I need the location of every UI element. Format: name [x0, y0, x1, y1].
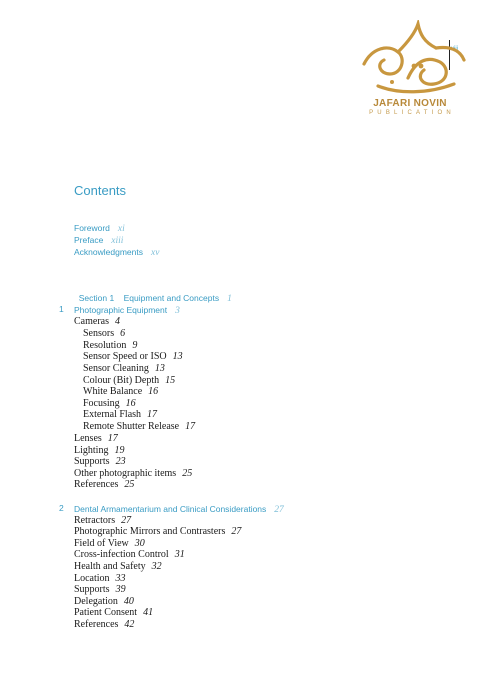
- chapter-number: 1: [59, 304, 64, 314]
- toc-entry[interactable]: [74, 456, 126, 468]
- toc-label: Photographic Equipment: [74, 305, 168, 315]
- toc-page: 4: [115, 316, 120, 327]
- toc-page: 9: [132, 340, 138, 351]
- toc-label: Lighting: [74, 445, 109, 456]
- toc-label: Section 1 Equipment and Concepts: [78, 293, 220, 303]
- toc-page: 17: [107, 433, 118, 444]
- toc-entry[interactable]: [74, 561, 162, 573]
- toc-page: 31: [174, 549, 185, 560]
- toc-page: 25: [124, 479, 135, 490]
- toc-label: Colour (Bit) Depth: [83, 375, 160, 386]
- contents-title: Contents: [74, 183, 127, 198]
- toc-page: 25: [182, 468, 193, 479]
- toc-label: Dental Armamentarium and Clinical Considerations: [74, 504, 267, 514]
- toc-entry[interactable]: [74, 549, 185, 561]
- toc-page: 17: [147, 409, 158, 420]
- toc-entry[interactable]: [74, 433, 118, 445]
- toc-label: Sensor Cleaning: [83, 363, 149, 374]
- toc-entry-acknowledgments[interactable]: [74, 246, 159, 259]
- toc-page: 1: [227, 294, 232, 304]
- toc-page: 33: [115, 573, 126, 584]
- toc-label: Foreword: [74, 223, 110, 233]
- toc-page: 40: [123, 596, 134, 607]
- toc-page: 16: [125, 398, 136, 409]
- toc-page: 19: [114, 445, 125, 456]
- toc-label: Cross-infection Control: [74, 549, 169, 560]
- toc-entry[interactable]: [74, 479, 134, 491]
- toc-page: 13: [172, 351, 183, 362]
- toc-entry[interactable]: [74, 607, 153, 619]
- toc-page: 17: [185, 421, 196, 432]
- toc-label: Acknowledgments: [74, 247, 143, 257]
- toc-label: Other photographic items: [74, 468, 177, 479]
- toc-page: 27: [121, 515, 132, 526]
- toc-label: External Flash: [83, 409, 142, 420]
- toc-page: xi: [117, 224, 125, 234]
- toc-label: Supports: [74, 456, 110, 467]
- logo-name: JAFARI NOVIN: [373, 98, 447, 109]
- calligraphy-logo-icon: [358, 20, 468, 98]
- toc-page: 16: [148, 386, 159, 397]
- toc-page: 30: [134, 538, 145, 549]
- toc-entry[interactable]: [83, 351, 183, 363]
- toc-page: 23: [115, 456, 126, 467]
- toc-entry[interactable]: [83, 386, 158, 398]
- toc-label: Preface: [74, 235, 104, 245]
- toc-page: 32: [151, 561, 162, 572]
- toc-label: Health and Safety: [74, 561, 146, 572]
- toc-label: References: [74, 619, 119, 630]
- chapter-number: 2: [59, 503, 64, 513]
- toc-page: 42: [124, 619, 135, 630]
- toc-label: Patient Consent: [74, 607, 138, 618]
- toc-page: 27: [231, 526, 242, 537]
- toc-entry[interactable]: [83, 421, 195, 433]
- toc-entry[interactable]: [74, 316, 120, 328]
- toc-label: Sensor Speed or ISO: [83, 351, 167, 362]
- toc-label: Lenses: [74, 433, 102, 444]
- toc-page: 27: [274, 505, 284, 515]
- toc-entry[interactable]: [83, 363, 165, 375]
- toc-label: Location: [74, 573, 110, 584]
- page-number: viii: [451, 46, 458, 52]
- toc-entry[interactable]: [74, 619, 134, 631]
- toc-page: 13: [154, 363, 165, 374]
- logo-subtitle: PUBLICATION: [369, 110, 455, 116]
- toc-page: 3: [175, 306, 180, 316]
- toc-label: Remote Shutter Release: [83, 421, 180, 432]
- toc-label: White Balance: [83, 386, 143, 397]
- toc-label: Field of View: [74, 538, 129, 549]
- toc-label: Retractors: [74, 515, 116, 526]
- toc-entry[interactable]: [83, 328, 125, 340]
- toc-label: Cameras: [74, 316, 109, 327]
- toc-entry[interactable]: [83, 409, 157, 421]
- toc-label: Delegation: [74, 596, 118, 607]
- toc-page: 41: [143, 607, 154, 618]
- toc-label: Focusing: [83, 398, 120, 409]
- toc-label: Resolution: [83, 340, 127, 351]
- publisher-logo: [352, 20, 472, 120]
- toc-page: 15: [165, 375, 176, 386]
- toc-page: xv: [150, 248, 160, 258]
- toc-label: References: [74, 479, 119, 490]
- toc-section-1[interactable]: [74, 280, 232, 305]
- toc-label: Photographic Mirrors and Contrasters: [74, 526, 226, 537]
- toc-page: 39: [115, 584, 126, 595]
- toc-entry[interactable]: [74, 526, 241, 538]
- toc-label: Sensors: [83, 328, 115, 339]
- toc-label: Supports: [74, 584, 110, 595]
- toc-entry[interactable]: [74, 584, 126, 596]
- toc-page: xiii: [111, 236, 124, 246]
- toc-page: 6: [120, 328, 126, 339]
